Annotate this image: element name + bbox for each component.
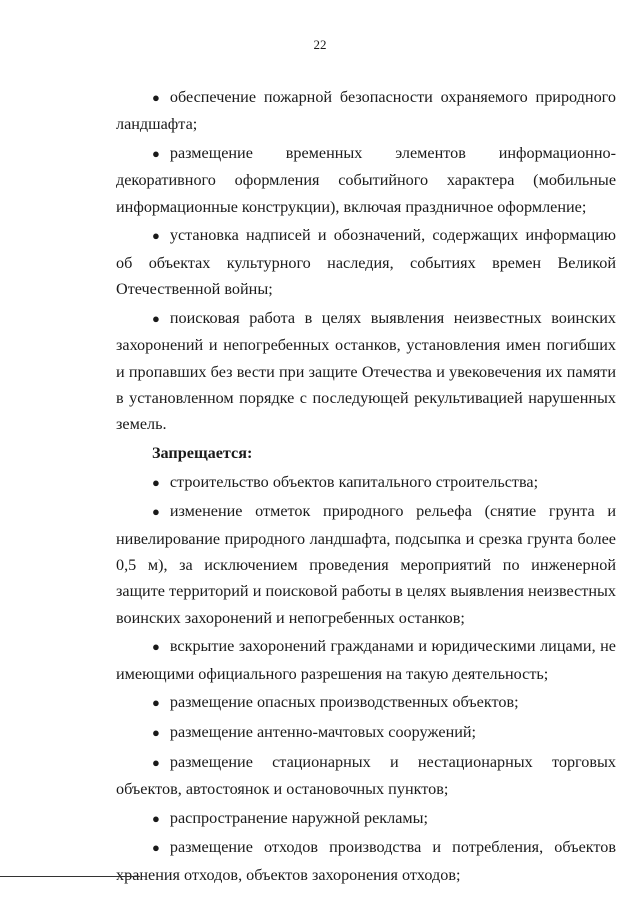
list-item-text: вскрытие захоронений гражданами и юридическими лицами, не имеющими официального разрешения на такую деятельность; [116, 637, 616, 683]
list-item-text: обеспечение пожарной безопасности охраняемого природного ландшафта; [116, 88, 616, 134]
list-item-text: размещение антенно-мачтовых сооружений; [169, 723, 477, 742]
bullet-icon: ● [152, 695, 160, 711]
section-heading: Запрещается: [152, 444, 253, 463]
bullet-icon: ● [152, 146, 160, 161]
bullet-icon: ● [152, 504, 160, 520]
list-item [116, 222, 616, 302]
page-number: 22 [313, 37, 327, 52]
bullet-icon: ● [152, 639, 160, 655]
list-item-text: распространение наружной рекламы; [169, 808, 428, 827]
list-item [116, 749, 616, 803]
footnote-divider [0, 876, 140, 877]
bullet-icon: ● [152, 810, 160, 826]
list-item [116, 84, 616, 138]
list-item [116, 689, 616, 716]
list-item [116, 140, 616, 220]
list-item [116, 498, 616, 631]
list-item [116, 805, 616, 832]
list-item [116, 834, 616, 888]
list-item-text: размещение отходов производства и потребления, объектов хранения отходов, объектов захоронения отходов; [116, 838, 616, 884]
list-item-text: строительство объектов капитального строительства; [169, 472, 539, 491]
bullet-icon: ● [152, 754, 160, 770]
bullet-icon: ● [152, 474, 160, 490]
bullet-icon: ● [152, 725, 160, 741]
bullet-icon: ● [152, 228, 160, 244]
list-item-text: установка надписей и обозначений, содержащих информацию об объектах культурного наследия, событиях времен Великой Отечественной войны; [116, 226, 616, 299]
list-item-text: поисковая работа в целях выявления неизвестных воинских захоронений и непогребенных останков, установления имен погибших и пропавших без вести при защите Отечества и увековечения их памяти в установленном порядке с последующей рекультивацией нарушенных земель. [116, 308, 616, 434]
list-item [116, 633, 616, 687]
list-item [116, 719, 616, 746]
bullet-icon: ● [152, 840, 160, 856]
list-item [116, 305, 616, 438]
bullet-icon: ● [152, 310, 160, 326]
list-item-text: размещение временных элементов информационно-декоративного оформления событийного характера (мобильные информационные конструкции), включая праздничное оформление; [116, 144, 616, 216]
list-item [116, 469, 616, 496]
list-item-text: размещение стационарных и нестационарных торговых объектов, автостоянок и остановочных пунктов; [116, 752, 616, 799]
list-item-text: изменение отметок природного рельефа (снятие грунта и нивелирование природного ландшафта, подсыпка и срезка грунта более 0,5 м), за исключением проведения мероприятий по инженерной защите территорий и поисковой работы в целях выявления неизвестных воинских захоронений и непогребенных останков; [116, 502, 616, 627]
bullet-icon: ● [152, 90, 160, 105]
document-body [116, 84, 616, 890]
list-item-text: размещение опасных производственных объектов; [169, 693, 519, 712]
